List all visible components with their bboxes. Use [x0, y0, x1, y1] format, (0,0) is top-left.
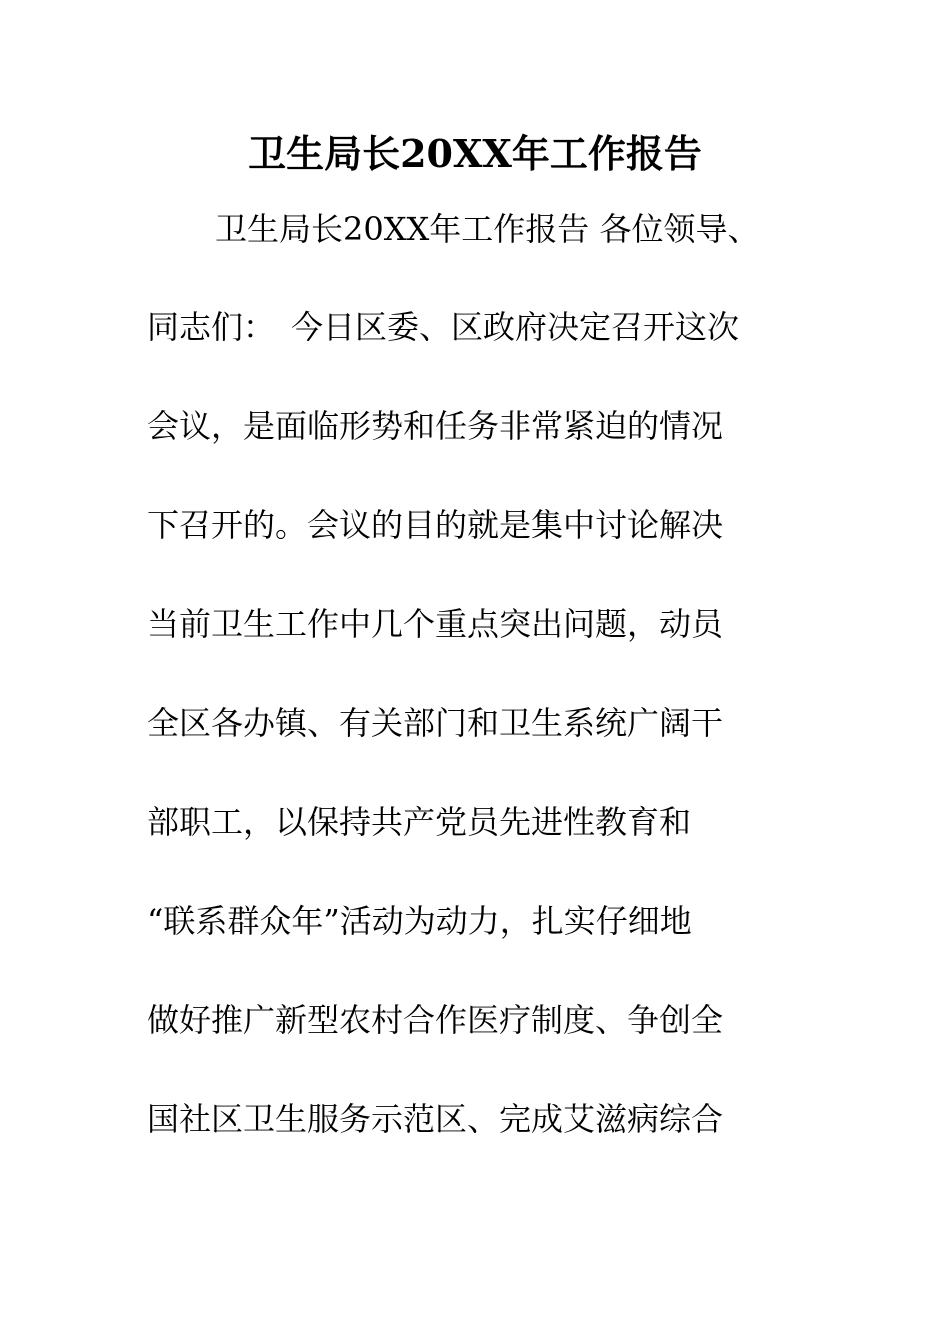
paragraph-line-5: 当前卫生工作中几个重点突出问题，动员: [147, 605, 724, 643]
paragraph-line-6: 全区各办镇、有关部门和卫生系统广阔干: [147, 704, 724, 742]
paragraph-line-2: 同志们： 今日区委、区政府决定召开这次: [147, 308, 740, 346]
paragraph-line-4: 下召开的。会议的目的就是集中讨论解决: [147, 506, 724, 544]
document-title: 卫生局长20XX年工作报告: [248, 131, 702, 176]
paragraph-line-3: 会议，是面临形势和任务非常紧迫的情况: [147, 407, 724, 445]
paragraph-line-9: 做好推广新型农村合作医疗制度、争创全: [147, 1001, 724, 1039]
paragraph-line-8: “联系群众年”活动为动力，扎实仔细地: [147, 902, 692, 940]
paragraph-line-1: 卫生局长20XX年工作报告 各位领导、: [215, 210, 760, 248]
paragraph-line-10: 国社区卫生服务示范区、完成艾滋病综合: [147, 1100, 724, 1138]
paragraph-line-7: 部职工，以保持共产党员先进性教育和: [147, 803, 692, 841]
